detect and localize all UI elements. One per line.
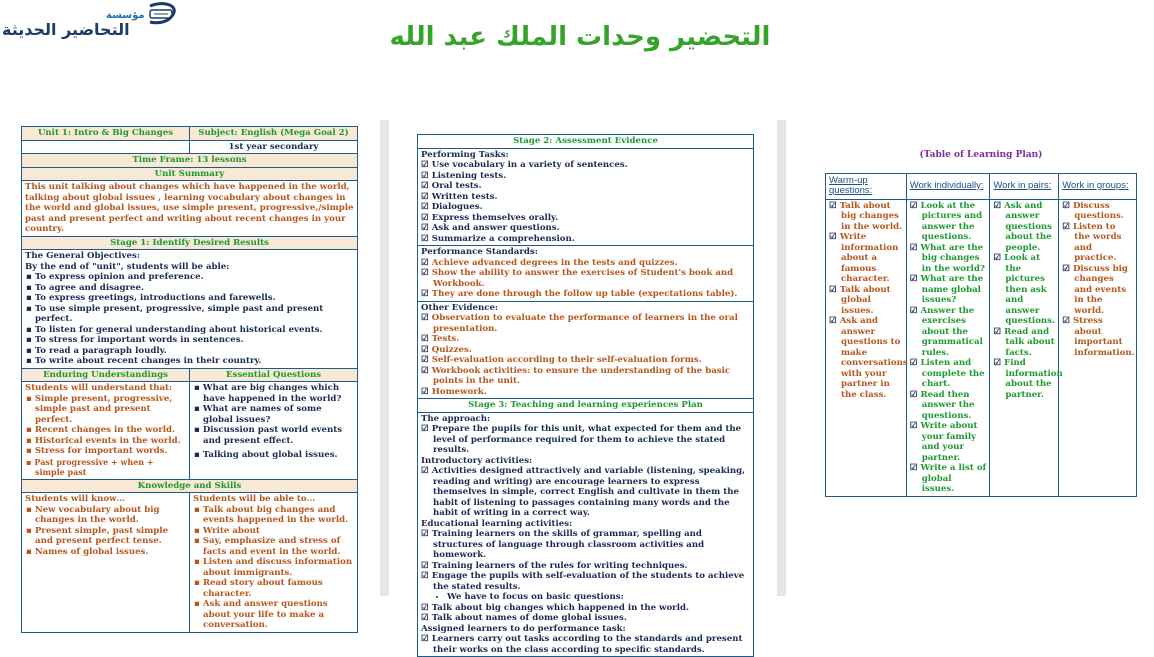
list-item: ▪ Simple present, progressive, simple past and present perfect. bbox=[35, 394, 186, 426]
pt-heading: Performing Tasks: bbox=[421, 149, 509, 160]
list-item: ☑ Activities designed attractively and variable (listening, speaking, reading and writing) are encourage learners to express themselves in simple, correct English and cultivate in them the habit of listening to passages containing many words and the habit of writing in a correct way. bbox=[433, 466, 750, 519]
approach-heading: The approach: bbox=[421, 413, 491, 424]
list-item: ☑ Write a list of global issues. bbox=[922, 463, 987, 495]
eq-list bbox=[193, 383, 354, 461]
list-item: ☑ Oral tests. bbox=[433, 181, 750, 192]
eu-intro: Students will understand that: bbox=[25, 383, 173, 393]
list-item: ☑ Talk about names of dome global issues. bbox=[433, 613, 750, 624]
list-item: ▪ To stress for important words in sentences. bbox=[35, 335, 354, 346]
oe-list bbox=[421, 313, 750, 397]
assigned-list bbox=[421, 634, 750, 655]
page-divider bbox=[380, 120, 389, 596]
list-item: ▪ What are names of some global issues? bbox=[203, 404, 354, 425]
list-item: ▪ To express greetings, introductions and farewells. bbox=[35, 293, 354, 304]
list-item: ▪ Talking about global issues. bbox=[203, 450, 354, 461]
ps-list bbox=[421, 258, 750, 300]
list-item: ☑ Prepare the pupils for this unit, what expected for them and the level of performance required for them to achieve the stated results. bbox=[433, 424, 750, 456]
list-item: ☑ Workbook activities: to ensure the understanding of the basic points in the unit. bbox=[433, 366, 750, 387]
col-groups: Work in groups: bbox=[1059, 173, 1137, 199]
list-item: ☑ Discuss big changes and events in the world. bbox=[1074, 264, 1133, 317]
know-intro: Students will know… bbox=[25, 494, 126, 504]
document-page-3 bbox=[825, 150, 1137, 497]
list-item: ☑ Discuss questions. bbox=[1074, 201, 1133, 222]
ps-heading: Performance Standards: bbox=[421, 247, 538, 257]
oe-heading: Other Evidence: bbox=[421, 302, 499, 313]
list-item: • We have to focus on basic questions: bbox=[447, 592, 750, 603]
list-item: ☑ Talk about big changes which happened in the world. bbox=[433, 603, 750, 614]
summary-heading: Unit Summary bbox=[22, 167, 358, 181]
page-title: التحضير وحدات الملك عبد الله bbox=[389, 22, 771, 52]
eu-list bbox=[25, 394, 186, 478]
list-item: ▪ Listen and discuss information about immigrants. bbox=[203, 557, 354, 578]
list-item: ☑ Write about your family and your partner. bbox=[922, 421, 987, 463]
eq-heading: Essential Questions bbox=[190, 368, 358, 382]
list-item: ☑ Learners carry out tasks according to the standards and present their works on the class according to specific standards. bbox=[433, 634, 750, 655]
basic-questions-list bbox=[421, 603, 750, 624]
list-item: ▪ To express opinion and preference. bbox=[35, 272, 354, 283]
list-item: ☑ Use vocabulary in a variety of sentences. bbox=[433, 160, 750, 171]
list-item: ☑ Talk about big changes in the world. bbox=[841, 201, 903, 233]
ks-heading: Knowledge and Skills bbox=[22, 479, 358, 493]
objectives-intro: By the end of "unit", students will be able: bbox=[25, 261, 230, 272]
list-item: ▪ To read a paragraph loudly. bbox=[35, 346, 354, 357]
document-page-1 bbox=[21, 126, 358, 633]
document-page-2 bbox=[417, 134, 754, 657]
list-item: ☑ Stress about important information. bbox=[1074, 316, 1133, 358]
list-item: ☑ Listening tests. bbox=[433, 171, 750, 182]
list-item: ☑ Show the ability to answer the exercises of Student's book and Workbook. bbox=[433, 268, 750, 289]
list-item: ☑ Ask and answer questions to make conversations with your partner in the class. bbox=[841, 316, 903, 400]
list-item: ☑ Look at the pictures and answer the questions. bbox=[922, 201, 987, 243]
list-item: ☑ Read and talk about facts. bbox=[1005, 327, 1055, 359]
list-item: ☑ Dialogues. bbox=[433, 202, 750, 213]
groups-list bbox=[1062, 201, 1133, 359]
list-item: ▪ Historical events in the world. bbox=[35, 436, 186, 447]
list-item: ☑ Quizzes. bbox=[433, 345, 750, 356]
edu-activities-list bbox=[421, 529, 750, 592]
list-item: ☑ Answer the exercises about the grammatical rules. bbox=[922, 306, 987, 359]
objectives-heading: The General Objectives: bbox=[25, 251, 140, 261]
list-item: ☑ Summarize a comprehension. bbox=[433, 234, 750, 245]
list-item: ▪ To agree and disagree. bbox=[35, 283, 354, 294]
list-item: ▪ New vocabulary about big changes in the world. bbox=[35, 505, 186, 526]
logo bbox=[0, 2, 185, 42]
approach-list bbox=[421, 424, 750, 456]
warmup-list bbox=[829, 200, 908, 401]
list-item: ▪ Past progressive + when + simple past bbox=[35, 457, 186, 478]
list-item: ☑ Ask and answer questions about the people. bbox=[1005, 201, 1055, 254]
list-item: ☑ Tests. bbox=[433, 334, 750, 345]
list-item: ☑ Look at the pictures then ask and answer questions. bbox=[1005, 253, 1055, 327]
list-item: ▪ To write about recent changes in their country. bbox=[35, 356, 354, 367]
list-item: ☑ Written tests. bbox=[433, 192, 750, 203]
list-item: ☑ Find information about the partner. bbox=[1005, 358, 1055, 400]
list-item: ▪ Say, emphasize and stress of facts and event in the world. bbox=[203, 536, 354, 557]
edu-activities-heading: Educational learning activities: bbox=[421, 518, 573, 529]
logo-line1: مؤسسة bbox=[106, 10, 145, 21]
list-item: ☑ Training learners on the skills of grammar, spelling and structures of language through classroom activities and homework. bbox=[433, 529, 750, 561]
list-item: ▪ Write about bbox=[203, 526, 354, 537]
individual-list bbox=[910, 201, 987, 495]
timeframe: Time Frame: 13 lessons bbox=[22, 154, 358, 168]
assigned-heading: Assigned learners to do performance task: bbox=[421, 623, 626, 634]
list-item: ▪ Present simple, past simple and present perfect tense. bbox=[35, 526, 186, 547]
stage1-heading: Stage 1: Identify Desired Results bbox=[22, 236, 358, 250]
intro-activities-heading: Introductory activities: bbox=[421, 455, 533, 466]
objectives-list bbox=[25, 272, 354, 367]
know-list bbox=[25, 505, 186, 558]
list-item: ▪ Stress for important words. bbox=[35, 446, 186, 457]
list-item: ☑ Observation to evaluate the performance of learners in the oral presentation. bbox=[433, 313, 750, 334]
col-warmup: Warm-up questions: bbox=[826, 173, 907, 199]
list-item: ▪ Discussion past world events and present effect. bbox=[203, 425, 354, 446]
list-item: ☑ Homework. bbox=[433, 387, 750, 398]
able-list bbox=[193, 505, 354, 631]
eu-heading: Enduring Understandings bbox=[22, 368, 190, 382]
learning-plan-title: (Table of Learning Plan) bbox=[919, 150, 1043, 160]
list-item: ☑ Express themselves orally. bbox=[433, 213, 750, 224]
logo-line2: التحاضير الحديثة bbox=[2, 20, 130, 39]
list-item: ▪ Talk about big changes and events happened in the world. bbox=[203, 505, 354, 526]
list-item: ☑ Read then answer the questions. bbox=[922, 390, 987, 422]
able-intro: Students will be able to… bbox=[193, 494, 316, 504]
list-item: ▪ Read story about famous character. bbox=[203, 578, 354, 599]
page-divider bbox=[777, 120, 786, 596]
intro-activities-list bbox=[421, 466, 750, 519]
list-item: ☑ Achieve advanced degrees in the tests and quizzes. bbox=[433, 258, 750, 269]
list-item: ☑ Ask and answer questions. bbox=[433, 223, 750, 234]
list-item: ▪ Names of global issues. bbox=[35, 547, 186, 558]
list-item: ☑ Training learners of the rules for writing techniques. bbox=[433, 561, 750, 572]
year: 1st year secondary bbox=[190, 140, 358, 154]
list-item: ☑ Listen to the words and practice. bbox=[1074, 222, 1133, 264]
list-item: ▪ Ask and answer questions about your life to make a conversation. bbox=[203, 599, 354, 631]
list-item: ▪ Recent changes in the world. bbox=[35, 425, 186, 436]
list-item: ☑ Self-evaluation according to their self-evaluation forms. bbox=[433, 355, 750, 366]
list-item: ☑ Talk about global issues. bbox=[841, 285, 903, 317]
list-item: ▪ To use simple present, progressive, simple past and present perfect. bbox=[35, 304, 354, 325]
summary-text: This unit talking about changes which have happened in the world, talking about global issues , learning vocabulary about changes in the world and global issues, use simple present, progressive,/simple past and present perfect and writing about recent changes in your country. bbox=[22, 181, 358, 237]
focus-list bbox=[421, 592, 750, 603]
list-item: ☑ They are done through the follow up table (expectations table). bbox=[433, 289, 750, 300]
list-item: ☑ Listen and complete the chart. bbox=[922, 358, 987, 390]
subject: Subject: English (Mega Goal 2) bbox=[190, 127, 358, 141]
stage3-heading: Stage 3: Teaching and learning experiences Plan bbox=[418, 399, 754, 413]
stage2-heading: Stage 2: Assessment Evidence bbox=[418, 135, 754, 149]
list-item: ☑ What are the name global issues? bbox=[922, 274, 987, 306]
col-pairs: Work in pairs: bbox=[990, 173, 1059, 199]
unit-title: Unit 1: Intro & Big Changes bbox=[22, 127, 190, 141]
list-item: ▪ What are big changes which have happened in the world? bbox=[203, 383, 354, 404]
list-item: ☑ Engage the pupils with self-evaluation of the students to achieve the stated results. bbox=[433, 571, 750, 592]
list-item: ☑ What are the big changes in the world? bbox=[922, 243, 987, 275]
list-item: ▪ To listen for general understanding about historical events. bbox=[35, 325, 354, 336]
blank-cell bbox=[22, 140, 190, 154]
col-individual: Work individually: bbox=[906, 173, 990, 199]
list-item: ☑ Write information about a famous character. bbox=[841, 232, 903, 285]
pt-list bbox=[421, 160, 750, 244]
pairs-list bbox=[993, 200, 1063, 401]
